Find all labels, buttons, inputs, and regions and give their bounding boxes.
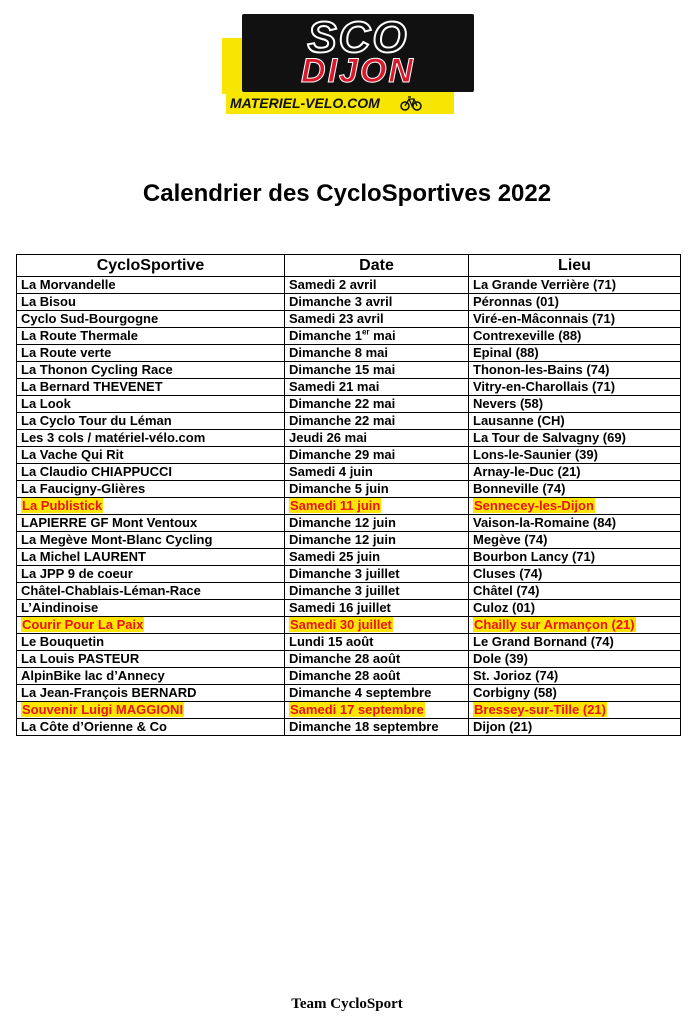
- cell-cyclosportive: [17, 311, 285, 328]
- cell-date-text: Dimanche 22 mai: [289, 396, 396, 411]
- cell-date: [285, 719, 469, 736]
- cell-date: [285, 617, 469, 634]
- table-row: [17, 481, 681, 498]
- cell-date-text: Samedi 25 juin: [289, 549, 381, 564]
- cell-cyclosportive: [17, 362, 285, 379]
- cell-cyclosportive: [17, 549, 285, 566]
- cell-cyclosportive-text: La Cyclo Tour du Léman: [21, 413, 172, 428]
- cell-cyclosportive: [17, 651, 285, 668]
- cell-cyclosportive: [17, 600, 285, 617]
- column-header-date: Date: [285, 255, 469, 277]
- cell-cyclosportive: [17, 532, 285, 549]
- cell-date-text: Samedi 30 juillet: [290, 617, 392, 632]
- cell-cyclosportive: [17, 515, 285, 532]
- cell-cyclosportive: [17, 464, 285, 481]
- cell-cyclosportive-text: L’Aindinoise: [21, 600, 99, 615]
- table-row: [17, 600, 681, 617]
- cell-cyclosportive: [17, 685, 285, 702]
- table-row: [17, 651, 681, 668]
- cell-lieu: [469, 396, 681, 413]
- cell-cyclosportive-text: La Thonon Cycling Race: [21, 362, 173, 377]
- cell-lieu: [469, 464, 681, 481]
- cell-lieu: [469, 294, 681, 311]
- cell-date: [285, 396, 469, 413]
- cell-cyclosportive-text: La Morvandelle: [21, 277, 116, 292]
- cell-date-text: Lundi 15 août: [289, 634, 374, 649]
- cell-lieu: [469, 515, 681, 532]
- cell-cyclosportive: [17, 634, 285, 651]
- table-row: [17, 702, 681, 719]
- bicycle-icon: [400, 95, 422, 111]
- cell-date-text: Samedi 21 mai: [289, 379, 380, 394]
- cell-cyclosportive: [17, 702, 285, 719]
- cell-date-text: Dimanche 15 mai: [289, 362, 396, 377]
- cell-date-text: Dimanche 28 août: [289, 651, 401, 666]
- cell-cyclosportive: [17, 396, 285, 413]
- table-row: [17, 447, 681, 464]
- cell-cyclosportive-text: La Route verte: [21, 345, 112, 360]
- cell-cyclosportive-text: La Claudio CHIAPPUCCI: [21, 464, 172, 479]
- cell-date: [285, 413, 469, 430]
- cell-lieu-text: Corbigny (58): [473, 685, 557, 700]
- sco-dijon-logo: [222, 14, 474, 114]
- logo-dijon-text: DIJON: [301, 52, 415, 90]
- cell-date-text: Dimanche 3 juillet: [289, 566, 400, 581]
- cell-lieu: [469, 277, 681, 294]
- cell-cyclosportive: [17, 481, 285, 498]
- table-body: [17, 277, 681, 736]
- cell-lieu-text: Thonon-les-Bains (74): [473, 362, 610, 377]
- table-row: [17, 549, 681, 566]
- cell-cyclosportive: [17, 498, 285, 515]
- cell-lieu-text: Bressey-sur-Tille (21): [474, 702, 606, 717]
- cell-cyclosportive-text: La Michel LAURENT: [21, 549, 146, 564]
- cell-cyclosportive-text: Souvenir Luigi MAGGIONI: [22, 702, 184, 717]
- cell-lieu-text: Dole (39): [473, 651, 528, 666]
- page-title: Calendrier des CycloSportives 2022: [142, 180, 552, 207]
- cell-lieu: [469, 532, 681, 549]
- cell-date: [285, 515, 469, 532]
- table-row: [17, 532, 681, 549]
- cell-cyclosportive-text: La Vache Qui Rit: [21, 447, 124, 462]
- cell-cyclosportive-text: La Côte d’Orienne & Co: [21, 719, 167, 734]
- cell-date-text: Dimanche 5 juin: [289, 481, 389, 496]
- cell-cyclosportive-text: La Faucigny-Glières: [21, 481, 146, 496]
- table-row: [17, 668, 681, 685]
- cell-lieu-text: St. Jorioz (74): [473, 668, 559, 683]
- table-row: [17, 634, 681, 651]
- cell-date: [285, 379, 469, 396]
- table-row: [17, 294, 681, 311]
- cell-lieu-text: Viré-en-Mâconnais (71): [473, 311, 616, 326]
- cell-lieu-text: Epinal (88): [473, 345, 539, 360]
- cell-date: [285, 532, 469, 549]
- cell-cyclosportive-text: La Jean-François BERNARD: [21, 685, 197, 700]
- logo-sco-text: SCO: [307, 13, 409, 62]
- cell-date-text: Samedi 17 septembre: [290, 702, 424, 717]
- cell-lieu: [469, 447, 681, 464]
- table-row: [17, 617, 681, 634]
- cell-cyclosportive-text: Courir Pour La Paix: [22, 617, 144, 632]
- table-row: [17, 413, 681, 430]
- cell-lieu-text: Nevers (58): [473, 396, 544, 411]
- cell-lieu-text: La Tour de Salvagny (69): [473, 430, 626, 445]
- cell-date-text: Dimanche 28 août: [289, 668, 401, 683]
- cell-cyclosportive-text: Le Bouquetin: [21, 634, 105, 649]
- cell-lieu-text: Arnay-le-Duc (21): [473, 464, 581, 479]
- cell-cyclosportive-text: La Megève Mont-Blanc Cycling: [21, 532, 213, 547]
- cell-cyclosportive: [17, 719, 285, 736]
- cell-date: [285, 447, 469, 464]
- table-row: [17, 566, 681, 583]
- table-row: [17, 379, 681, 396]
- column-header-cyclosportive: CycloSportive: [17, 255, 285, 277]
- cell-date-text: Dimanche 3 juillet: [289, 583, 400, 598]
- table-row: [17, 464, 681, 481]
- cell-cyclosportive-text: La Bisou: [21, 294, 76, 309]
- cell-lieu-text: La Grande Verrière (71): [473, 277, 617, 292]
- cell-lieu: [469, 413, 681, 430]
- logo-dark-panel: [242, 14, 474, 92]
- cell-lieu-text: Contrexeville (88): [473, 328, 582, 343]
- cell-cyclosportive-text: LAPIERRE GF Mont Ventoux: [21, 515, 198, 530]
- cell-lieu: [469, 600, 681, 617]
- cell-cyclosportive: [17, 583, 285, 600]
- table-row: [17, 311, 681, 328]
- cell-date: [285, 481, 469, 498]
- cell-lieu-text: Lausanne (CH): [473, 413, 565, 428]
- cell-date-text: Jeudi 26 mai: [289, 430, 368, 445]
- cell-cyclosportive: [17, 617, 285, 634]
- cell-date: [285, 345, 469, 362]
- cell-date: [285, 498, 469, 515]
- cell-cyclosportive: [17, 413, 285, 430]
- logo-yellow-accent: [222, 38, 244, 94]
- table-row: [17, 719, 681, 736]
- footer-signature: Team CycloSport: [291, 996, 403, 1012]
- table-row: [17, 515, 681, 532]
- cell-date: [285, 566, 469, 583]
- table-row: [17, 583, 681, 600]
- cell-lieu: [469, 311, 681, 328]
- cell-lieu: [469, 685, 681, 702]
- calendar-table: [16, 254, 681, 736]
- cell-cyclosportive: [17, 447, 285, 464]
- cell-date-text: Dimanche 8 mai: [289, 345, 388, 360]
- cell-cyclosportive-text: Châtel-Chablais-Léman-Race: [21, 583, 201, 598]
- cell-lieu: [469, 498, 681, 515]
- table-row: [17, 430, 681, 447]
- cell-date: [285, 362, 469, 379]
- cell-lieu: [469, 379, 681, 396]
- cell-lieu-text: Vitry-en-Charollais (71): [473, 379, 616, 394]
- cell-date-text: Dimanche 29 mai: [289, 447, 396, 462]
- column-header-lieu: Lieu: [469, 255, 681, 277]
- cell-lieu-text: Châtel (74): [473, 583, 540, 598]
- cell-cyclosportive-text: La Route Thermale: [21, 328, 139, 343]
- cell-cyclosportive: [17, 668, 285, 685]
- date-ordinal-suffix: er: [361, 327, 370, 337]
- table-row: [17, 277, 681, 294]
- cell-cyclosportive-text: La JPP 9 de coeur: [21, 566, 133, 581]
- date-month-text: mai: [369, 328, 396, 343]
- cell-date: [285, 549, 469, 566]
- cell-cyclosportive: [17, 328, 285, 345]
- table-row: [17, 685, 681, 702]
- cell-date: [285, 311, 469, 328]
- cell-lieu: [469, 719, 681, 736]
- cell-date: [285, 702, 469, 719]
- cell-cyclosportive-text: Les 3 cols / matériel-vélo.com: [21, 430, 206, 445]
- logo-subline-text: MATERIEL-VELO.COM: [230, 95, 380, 111]
- cell-lieu-text: Bourbon Lancy (71): [473, 549, 596, 564]
- cell-date-text: Samedi 16 juillet: [289, 600, 391, 615]
- cell-lieu-text: Culoz (01): [473, 600, 536, 615]
- cell-cyclosportive-text: AlpinBike lac d’Annecy: [21, 668, 165, 683]
- cell-lieu: [469, 583, 681, 600]
- cell-date-text: Dimanche 1: [289, 328, 362, 343]
- cell-date: [285, 464, 469, 481]
- cell-lieu: [469, 430, 681, 447]
- cell-date-text: Dimanche 18 septembre: [289, 719, 439, 734]
- cell-lieu-text: Le Grand Bornand (74): [473, 634, 614, 649]
- cell-lieu-text: Bonneville (74): [473, 481, 566, 496]
- cell-date: [285, 651, 469, 668]
- cell-date: [285, 634, 469, 651]
- cell-lieu: [469, 702, 681, 719]
- cell-date-text: Dimanche 12 juin: [289, 515, 396, 530]
- cell-lieu: [469, 549, 681, 566]
- cell-cyclosportive-text: La Louis PASTEUR: [21, 651, 140, 666]
- cell-date-text: Dimanche 4 septembre: [289, 685, 432, 700]
- cell-lieu-text: Chailly sur Armançon (21): [474, 617, 635, 632]
- cell-lieu-text: Vaison-la-Romaine (84): [473, 515, 617, 530]
- table-row: [17, 498, 681, 515]
- table-header-row: [17, 255, 681, 277]
- table-row: [17, 396, 681, 413]
- cell-date-text: Dimanche 22 mai: [289, 413, 396, 428]
- cell-lieu: [469, 651, 681, 668]
- cell-date: [285, 668, 469, 685]
- cell-lieu: [469, 566, 681, 583]
- cell-date: [285, 600, 469, 617]
- cell-lieu-text: Megève (74): [473, 532, 548, 547]
- cell-date: [285, 685, 469, 702]
- cell-date: [285, 583, 469, 600]
- cell-lieu: [469, 668, 681, 685]
- cell-lieu: [469, 345, 681, 362]
- cell-lieu: [469, 481, 681, 498]
- logo-subline-band: [226, 92, 454, 114]
- cell-lieu-text: Sennecey-les-Dijon: [474, 498, 594, 513]
- cell-date-text: Dimanche 3 avril: [289, 294, 393, 309]
- cell-date: [285, 294, 469, 311]
- table-row: [17, 345, 681, 362]
- cell-date-text: Samedi 4 juin: [289, 464, 373, 479]
- cell-lieu: [469, 634, 681, 651]
- cell-date: [285, 328, 469, 345]
- cell-lieu-text: Lons-le-Saunier (39): [473, 447, 598, 462]
- cell-date-text: Dimanche 12 juin: [289, 532, 396, 547]
- cell-cyclosportive: [17, 345, 285, 362]
- cell-lieu-text: Péronnas (01): [473, 294, 559, 309]
- cell-lieu: [469, 362, 681, 379]
- table-row: [17, 328, 681, 345]
- cell-cyclosportive-text: La Look: [21, 396, 71, 411]
- cell-date-text: Samedi 23 avril: [289, 311, 384, 326]
- cell-lieu: [469, 617, 681, 634]
- cell-cyclosportive: [17, 277, 285, 294]
- cell-date-text: Samedi 2 avril: [289, 277, 377, 292]
- table-row: [17, 362, 681, 379]
- cell-cyclosportive: [17, 379, 285, 396]
- cell-date: [285, 430, 469, 447]
- cell-date-text: Samedi 11 juin: [290, 498, 381, 513]
- cell-cyclosportive-text: La Bernard THEVENET: [21, 379, 163, 394]
- cell-cyclosportive: [17, 294, 285, 311]
- cell-date: [285, 277, 469, 294]
- cell-cyclosportive-text: Cyclo Sud-Bourgogne: [21, 311, 159, 326]
- cell-lieu-text: Dijon (21): [473, 719, 533, 734]
- cell-cyclosportive: [17, 566, 285, 583]
- cell-lieu: [469, 328, 681, 345]
- cell-cyclosportive: [17, 430, 285, 447]
- cell-cyclosportive-text: La Publistick: [22, 498, 103, 513]
- cell-lieu-text: Cluses (74): [473, 566, 543, 581]
